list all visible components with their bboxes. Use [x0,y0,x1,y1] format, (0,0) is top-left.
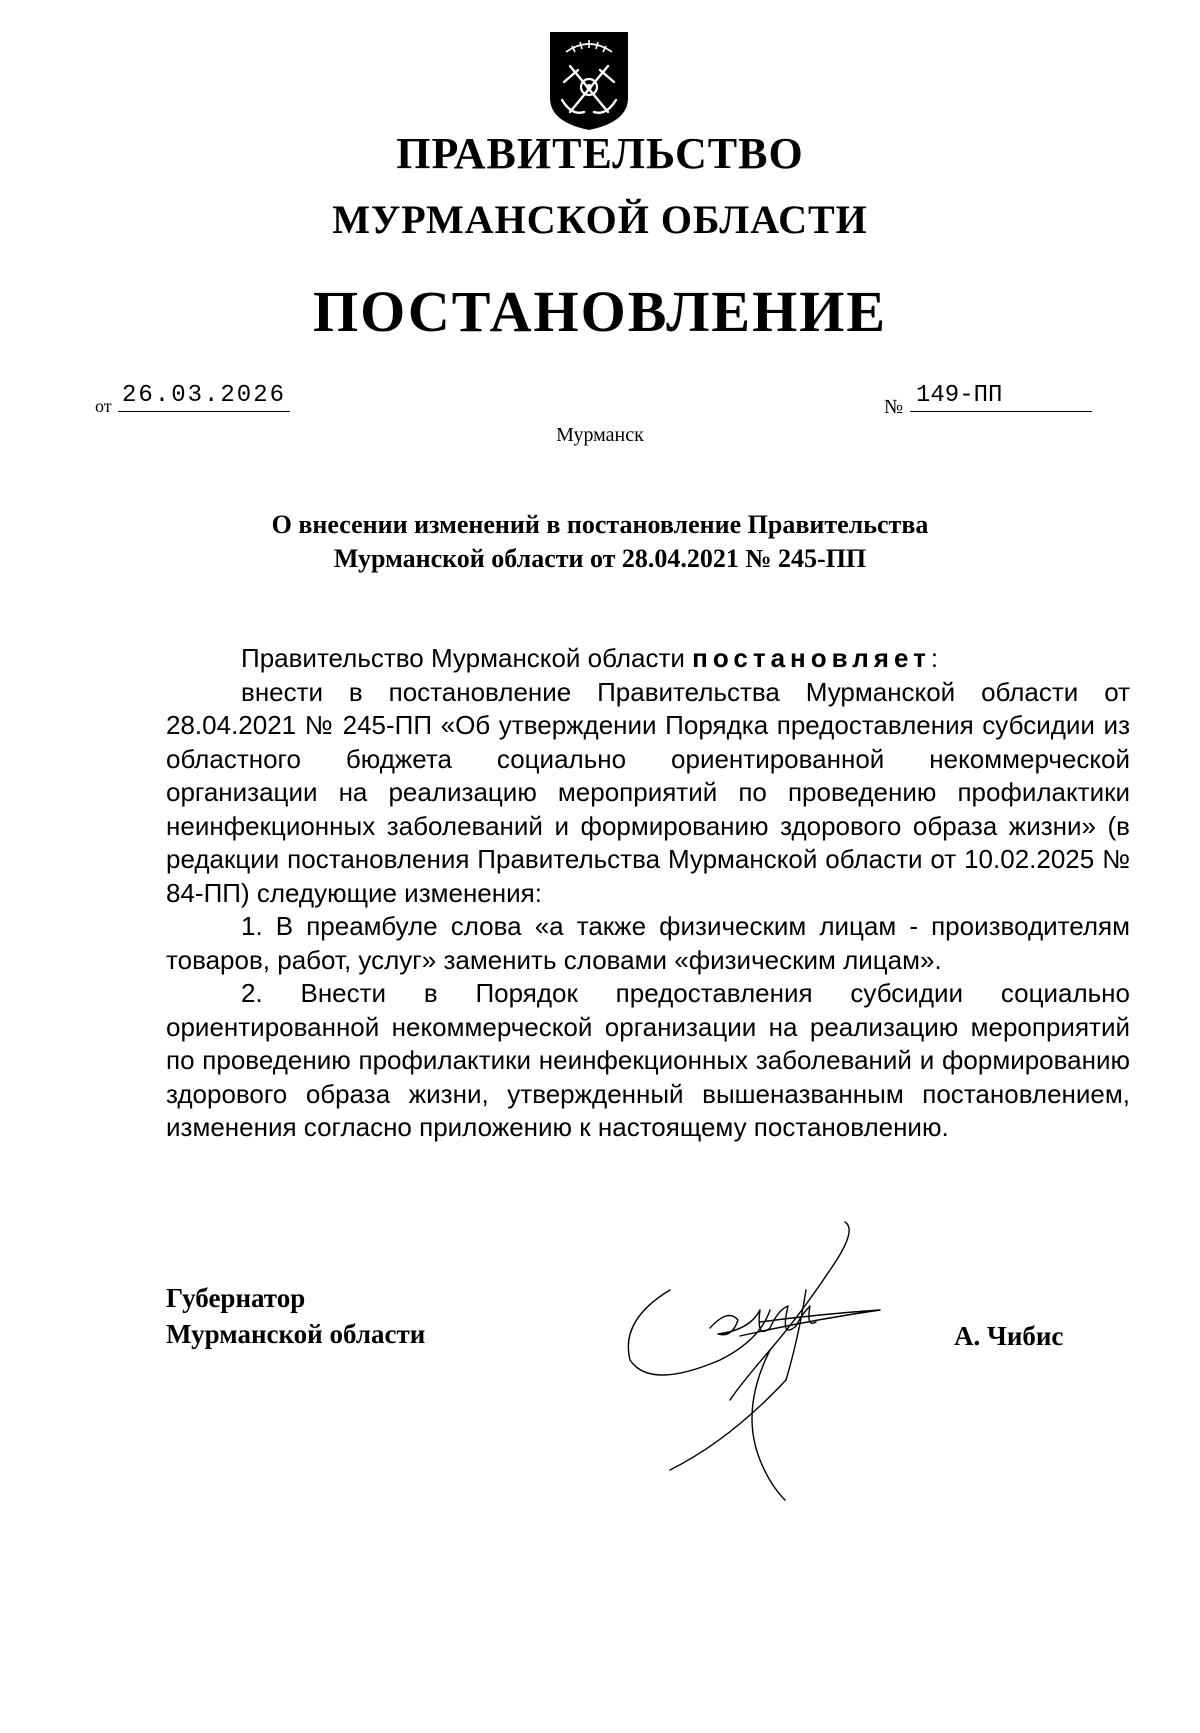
handwritten-signature-icon [610,1210,900,1510]
decree-word: постановляет [692,643,931,673]
date-prefix-label: от [95,396,112,416]
paragraph-main: внести в постановление Правительства Мурманской области от 28.04.2021 № 245-ПП «Об утверждении Порядка предоставления субсидии из областного бюджета социально ориентированной некоммерческой организации на реализацию мероприятий по проведению профилактики неинфекционных заболеваний и формированию здорового образа жизни» (в редакции постановления Правительства Мурманской области от 10.02.2025 № 84-ПП) следующие изменения: [166,676,1130,908]
number-prefix-label: № [884,396,904,418]
city-label: Мурманск [556,424,644,446]
subject-line2: Мурманской области от 28.04.2021 № 245-ПП [333,544,867,573]
position-line1: Губернатор [166,1283,306,1313]
government-title-line2: МУРМАНСКОЙ ОБЛАСТИ [332,197,868,242]
signatory-position [166,1280,425,1352]
murmansk-coat-of-arms-icon [548,30,630,132]
intro-end: : [930,643,939,673]
position-line2: Мурманской области [166,1319,426,1349]
intro-text: Правительство Мурманской области [241,643,685,673]
list-item-1: 1. В преамбуле слова «а также физическим лицам - производителям товаров, работ, услуг» заменить словами «физическим лицам». [166,911,1130,975]
subject-line1: О внесении изменений в постановление Правительства [271,510,929,539]
document-type-title: ПОСТАНОВЛЕНИЕ [312,279,888,344]
intro-paragraph [166,642,1130,676]
government-title-line1: ПРАВИТЕЛЬСТВО [396,129,804,178]
document-date: 26.03.2026 [118,382,290,412]
signatory-name: А. Чибис [954,1321,1064,1351]
list-item-2: 2. Внести в Порядок предоставления субсидии социально ориентированной некоммерческой организации на реализацию мероприятий по проведению профилактики неинфекционных заболеваний и формированию здорового образа жизни, утвержденный вышеназванным постановлением, изменения согласно приложению к настоящему постановлению. [166,978,1130,1142]
document-body [166,642,1130,1145]
document-number: 149-ПП [910,382,1092,412]
document-subject [150,508,1050,576]
